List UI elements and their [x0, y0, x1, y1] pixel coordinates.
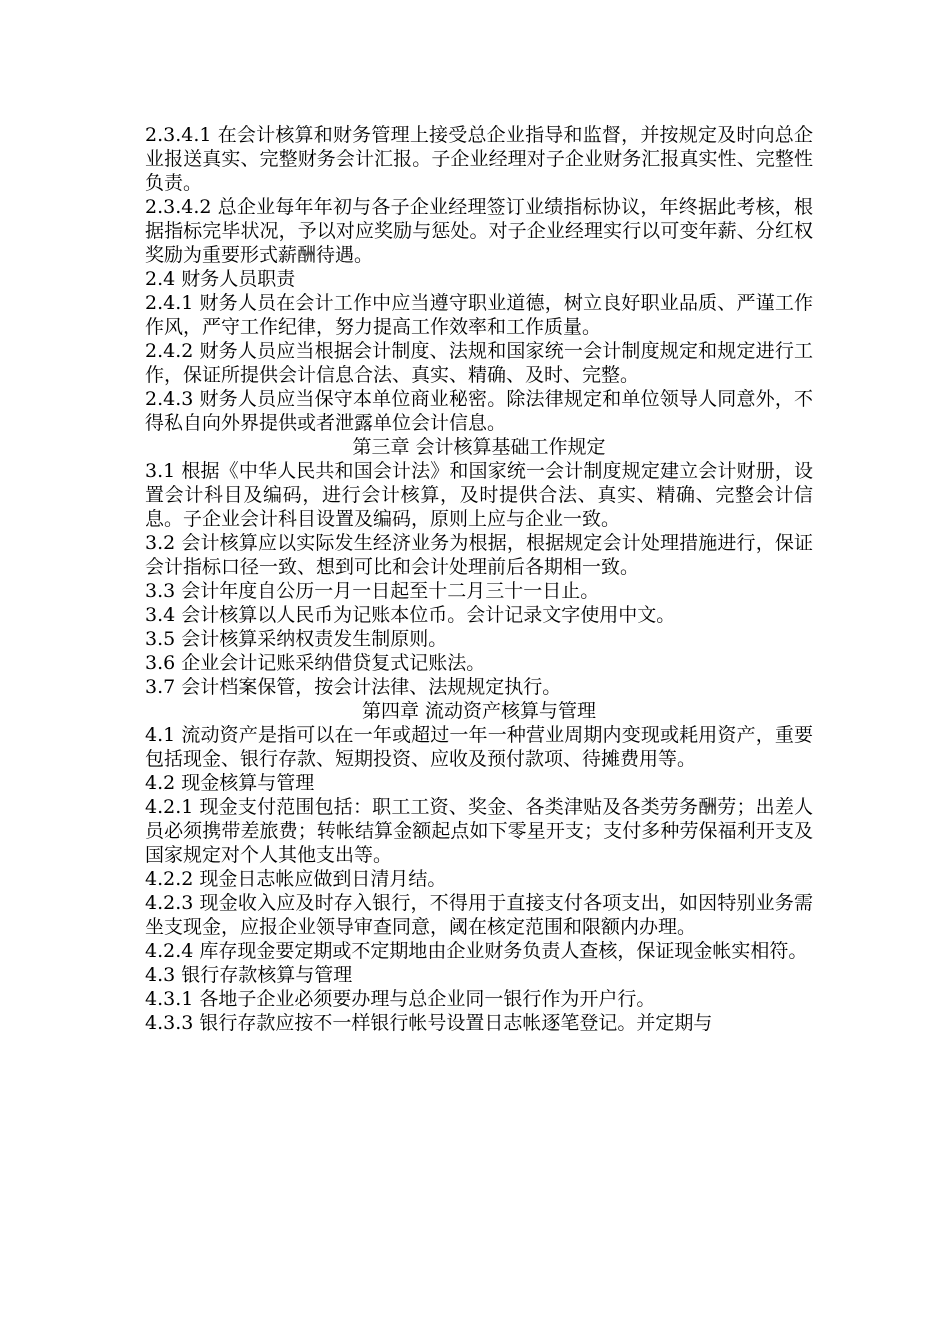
paragraph: 4.3.3 银行存款应按不一样银行帐号设置日志帐逐笔登记。并定期与 [145, 1012, 713, 1034]
paragraph: 2.3.4.1 在会计核算和财务管理上接受总企业指导和监督，并按规定及时向总企业报送真实、完整财务会计汇报。子企业经理对子企业财务汇报真实性、完整性负责。 [145, 124, 813, 194]
paragraph: 3.4 会计核算以人民币为记账本位币。会计记录文字使用中文。 [145, 604, 676, 626]
paragraph: 4.2.1 现金支付范围包括：职工工资、奖金、各类津贴及各类劳务酬劳；出差人员必须携带差旅费；转帐结算金额起点如下零星开支；支付多种劳保福利开支及国家规定对个人其他支出等。 [145, 796, 813, 866]
paragraph: 3.2 会计核算应以实际发生经济业务为根据，根据规定会计处理措施进行，保证会计指标口径一致、想到可比和会计处理前后各期相一致。 [145, 532, 813, 578]
paragraph: 4.3 银行存款核算与管理 [145, 964, 353, 986]
chapter-heading: 第三章 会计核算基础工作规定 [352, 436, 606, 458]
paragraph: 2.4.2 财务人员应当根据会计制度、法规和国家统一会计制度规定和规定进行工作，保证所提供会计信息合法、真实、精确、及时、完整。 [145, 340, 813, 386]
paragraph: 4.2 现金核算与管理 [145, 772, 315, 794]
paragraph: 4.1 流动资产是指可以在一年或超过一年一种营业周期内变现或耗用资产，重要包括现金、银行存款、短期投资、应收及预付款项、待摊费用等。 [145, 724, 813, 770]
chapter-heading: 第四章 流动资产核算与管理 [361, 700, 597, 722]
paragraph: 2.4.3 财务人员应当保守本单位商业秘密。除法律规定和单位领导人同意外，不得私自向外界提供或者泄露单位会计信息。 [145, 388, 813, 434]
paragraph: 4.2.4 库存现金要定期或不定期地由企业财务负责人查核，保证现金帐实相符。 [145, 940, 808, 962]
paragraph: 2.4 财务人员职责 [145, 268, 296, 290]
paragraph: 4.3.1 各地子企业必须要办理与总企业同一银行作为开户行。 [145, 988, 656, 1010]
paragraph: 3.6 企业会计记账采纳借贷复式记账法。 [145, 652, 486, 674]
paragraph: 3.5 会计核算采纳权责发生制原则。 [145, 628, 448, 650]
document-body [145, 123, 813, 1035]
paragraph: 3.1 根据《中华人民共和国会计法》和国家统一会计制度规定建立会计财册，设置会计科目及编码，进行会计核算，及时提供合法、真实、精确、完整会计信息。子企业会计科目设置及编码，原则上应与企业一致。 [145, 460, 813, 530]
paragraph: 2.4.1 财务人员在会计工作中应当遵守职业道德，树立良好职业品质、严谨工作作风，严守工作纪律，努力提高工作效率和工作质量。 [145, 292, 813, 338]
paragraph: 3.3 会计年度自公历一月一日起至十二月三十一日止。 [145, 580, 600, 602]
paragraph: 4.2.3 现金收入应及时存入银行，不得用于直接支付各项支出，如因特别业务需坐支现金，应报企业领导审查同意，阈在核定范围和限额内办理。 [145, 892, 813, 938]
paragraph: 2.3.4.2 总企业每年年初与各子企业经理签订业绩指标协议，年终据此考核，根据指标完毕状况，予以对应奖励与惩处。对子企业经理实行以可变年薪、分红权奖励为重要形式薪酬待遇。 [145, 196, 813, 266]
paragraph: 3.7 会计档案保管，按会计法律、法规规定执行。 [145, 676, 562, 698]
paragraph: 4.2.2 现金日志帐应做到日清月结。 [145, 868, 447, 890]
